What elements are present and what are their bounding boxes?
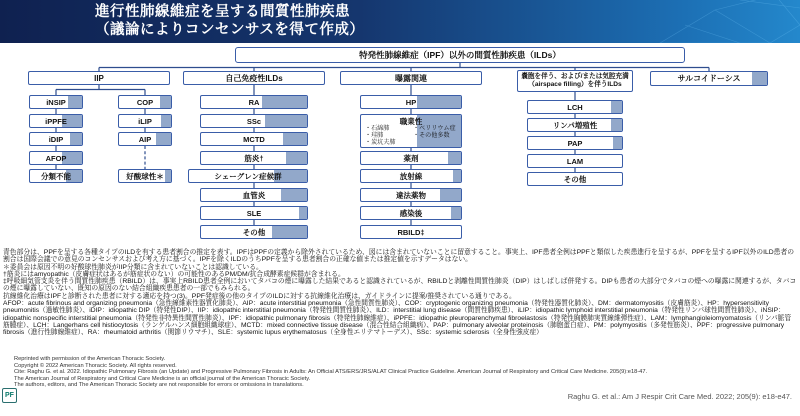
node-label: iLIP <box>138 116 152 126</box>
node-myositis <box>200 151 308 165</box>
node-ippfe <box>29 114 83 128</box>
bullet-item: ・珪肺 <box>365 132 384 140</box>
node-label: サルコイドーシス <box>677 74 741 83</box>
node-unclassifiable <box>29 169 83 183</box>
node-cystic-other <box>527 172 623 186</box>
node-label: シェーグレン症候群 <box>214 171 282 181</box>
ppf-shade <box>752 72 767 85</box>
citation-reference: Raghu G. et al.: Am J Respir Crit Care Med. 2022; 205(9): e18-e47. <box>567 392 792 401</box>
node-label: SLE <box>246 208 262 218</box>
node-lymphoproliferative <box>527 118 623 132</box>
ppf-shade <box>440 189 461 201</box>
pf-logo: PF <box>2 388 17 403</box>
ppf-shade <box>161 115 171 127</box>
bullet-item: ・その他多数 <box>413 132 450 140</box>
group-label: 曝露関連 <box>395 73 427 83</box>
node-illicit-drugs <box>360 188 462 202</box>
node-label: 分類不能 <box>41 171 71 181</box>
occupational-bullets-left <box>365 125 395 147</box>
footnote-dagger: †筋炎にはamyopathic（皮膚症状はあるが筋症状のない）の可能性のあるPM/DM/抗合成酵素症候群が含まれる。 <box>3 270 345 278</box>
node-aip <box>118 132 172 146</box>
ppf-shade <box>156 133 171 145</box>
attribution-line: Cite: Raghu G. et al. 2022. Idiopathic Pulmonary Fibrosis (an Update) and Progressive Pulmonary Fibrosis in Adults: An Official ATS/ERS/JRS/ALAT Clinical Practice Guideline. American Journal of Respiratory and Critical Care Medicine. 205(9):e18-47. <box>14 369 648 376</box>
node-mctd <box>200 132 308 146</box>
node-eosinophilic <box>118 169 172 183</box>
node-label: COP <box>136 97 154 107</box>
footnotes <box>3 249 797 300</box>
group-label-line2: （airspace filling）を伴うILDs <box>528 81 622 88</box>
node-label: LAM <box>566 156 584 166</box>
node-pap <box>527 136 623 150</box>
footnote-blue-shading: 青色部分は、PPFを呈する各種タイプのILDを有する患者割合の推定を表す。IPFはPPFの定義から除外されているため、図には含まれていないことに留意すること。事実上、IPF患者全例はPPFと類似した疾患進行を呈するが、PPFを呈するIPF以外のILD患者の割合は国際会議での意見のコンセンサスおよび考え方に基づく。IPFを除くILDのうちPPFを呈する患者割合の正確な値または推定値を示すデータはない。 <box>3 249 795 264</box>
node-sarcoidosis <box>650 71 768 86</box>
node-rbild <box>360 225 462 239</box>
ppf-shade <box>613 137 622 149</box>
node-label: 筋炎† <box>244 153 264 163</box>
node-autoimmune-other <box>200 225 308 239</box>
ppf-shade <box>68 96 82 108</box>
group-header-iip <box>28 71 170 85</box>
node-postinfection <box>360 206 462 220</box>
node-label: 血管炎 <box>242 190 266 200</box>
node-label: RA <box>248 97 260 107</box>
node-idip <box>29 132 83 146</box>
ppf-shade <box>299 207 307 219</box>
occupational-bullets-right <box>413 125 456 139</box>
attribution-line: Reprinted with permission of the American Thoracic Society. <box>14 356 166 362</box>
node-ra <box>200 95 308 109</box>
node-label: その他 <box>563 174 587 184</box>
node-label: その他 <box>242 227 266 237</box>
attribution-line: The authors, editors, and The American Thoracic Society are not responsible for errors or omissions in translations. <box>14 382 304 389</box>
node-ilip <box>118 114 172 128</box>
node-hp <box>360 95 462 109</box>
ppf-shade <box>262 96 307 108</box>
group-header-cystic-airspace <box>517 70 633 92</box>
page-title-line2: （議論によりコンセンサスを得て作成） <box>95 22 365 38</box>
node-non-ipf-ilds <box>235 47 685 63</box>
node-label: リンパ増殖性 <box>552 120 598 130</box>
ppf-shade <box>265 115 307 127</box>
attribution-line: Copyright © 2022 American Thoracic Society. All rights reserved. <box>14 362 177 369</box>
node-label: iPPFE <box>45 116 67 126</box>
node-sjogren <box>188 169 308 183</box>
node-occupational <box>360 114 462 148</box>
ppf-shade <box>272 226 307 238</box>
footnote-asterisk: ＊委員会は原因不明の好酸球性肺炎がIIP分類に含まれていないことは認識している。 <box>3 263 263 271</box>
node-lch <box>527 100 623 114</box>
ppf-shade <box>417 96 461 108</box>
ppf-shade <box>281 189 308 201</box>
node-drugs <box>360 151 462 165</box>
node-label: 職業性 <box>399 117 423 126</box>
node-vasculitis <box>200 188 308 202</box>
node-label: AFOP <box>45 153 67 163</box>
node-label: RBILD‡ <box>397 227 425 237</box>
group-label: 自己免疫性ILDs <box>225 73 283 83</box>
ppf-shade <box>283 133 307 145</box>
node-ssc <box>200 114 308 128</box>
node-label: iNSIP <box>46 97 66 107</box>
bullet-item: ・ベリリウム症 <box>413 125 456 132</box>
ppf-shade <box>448 152 461 164</box>
node-insip <box>29 95 83 109</box>
page-title-line1: 進行性肺線維症を呈する間質性肺疾患 <box>95 4 350 20</box>
node-sle <box>200 206 308 220</box>
node-label: LCH <box>567 102 583 112</box>
node-label: 薬剤 <box>403 153 419 163</box>
abbreviation-glossary: AFOP：acute fibrinous and organizing pneumonia（急性線維素性器質化肺炎）、AIP：acute interstitial pneumonia（急性間質性肺炎）、COP：cryptogenic organizing pneumonia（特発性器質化肺炎）、DM：dermatomyositis（皮膚筋炎）、HP：hypersensitivity pneumonitis（過敏性肺炎）、iDIP：idiopathic DIP（特発性DIP）、IIP：idiopathic interstitial pneumonia（特発性間質性肺炎）、ILD：interstitial lung disease（間質性肺疾患）、iLIP：idiopathic lymphoid interstitial pneumonia（特発性リンパ球性間質性肺炎）、iNSIP：idiopathic nonspecific interstitial pneumonia（特発性非特異性間質性肺炎）、IPF：idiopathic pulmonary fibrosis（特発性肺線維症）、iPPFE：idiopathic pleuroparenchymal fibroelastosis（特発性胸膜肺実質線維弾性症）、LAM：lymphangioleiomyomatosis（リンパ脈管筋腫症）、LCH：Langerhans cell histiocytosis（ランゲルハンス細胞組織球症）、MCTD：mixed connective tissue disease（混合性結合組織病）、PAP：pulmonary alveolar proteinosis（肺胞蛋白症）、PM：polymyositis（多発性筋炎）、PPF：progressive pulmonary fibrosis（進行性肺線維症）、RA：rheumatoid arthritis（関節リウマチ）、SLE：systemic lupus erythematosus（全身性エリテマトーデス）、SSc：systemic sclerosis（全身性強皮症） <box>3 300 792 337</box>
ppf-shade <box>70 133 82 145</box>
node-label: 好酸球性＊ <box>126 171 164 181</box>
node-label: 特発性肺線維症（IPF）以外の間質性肺疾患（ILDs） <box>359 50 561 60</box>
group-label-line1: 嚢胞を伴う、および/または気腔充満 <box>521 73 629 81</box>
bullet-item: ・石綿肺 <box>365 125 390 132</box>
node-label: AIP <box>138 134 152 144</box>
node-afop <box>29 151 83 165</box>
ppf-shade <box>286 152 307 164</box>
node-label: iDIP <box>48 134 64 144</box>
node-label: 感染後 <box>399 208 423 218</box>
group-header-exposure <box>340 71 482 85</box>
node-radiation <box>360 169 462 183</box>
ppf-shade <box>453 170 461 182</box>
node-label: 違法薬物 <box>396 190 426 200</box>
group-header-autoimmune <box>183 71 325 85</box>
node-cop <box>118 95 172 109</box>
node-label: 放射線 <box>399 171 423 181</box>
node-label: HP <box>405 97 417 107</box>
ppf-shade <box>165 170 171 182</box>
node-lam <box>527 154 623 168</box>
node-label: SSc <box>246 116 262 126</box>
ppf-shade <box>611 101 622 113</box>
node-label: PAP <box>567 138 583 148</box>
ppf-shade <box>611 119 622 131</box>
node-label: MCTD <box>243 134 265 144</box>
group-label: IIP <box>94 73 104 83</box>
attribution-line: The American Journal of Respiratory and Critical Care Medicine is an official journal of the American Thoracic Society. <box>14 375 311 382</box>
bullet-item: ・炭坑夫肺 <box>365 139 396 147</box>
ppf-shade <box>160 96 171 108</box>
attribution-block <box>14 356 714 389</box>
ppf-shade <box>451 207 461 219</box>
footnote-antifibrotic: 抗線維化治療はIPFと診断された患者に対する適応を持つ(3)。PPF発症後の他のタイプのILDに対する抗線維化治療は、ガイドラインに提案/推奨されている通りである。 <box>3 292 516 300</box>
footnote-double-dagger: ‡呼吸細気管支炎を伴う間質性肺疾患（RBILD）は、事実上RBILD患者全例においてタバコの煙に曝露した結果であると認識されているが、RBILDと剥離性間質性肺炎（DIP）はしばしば併発する。DIPも患者の大部分でタバコの煙への曝露に関連するが、タバコの煙に曝露していない、既知の原因のない結合組織疾患患者の一部でもみられる。 <box>3 278 797 293</box>
